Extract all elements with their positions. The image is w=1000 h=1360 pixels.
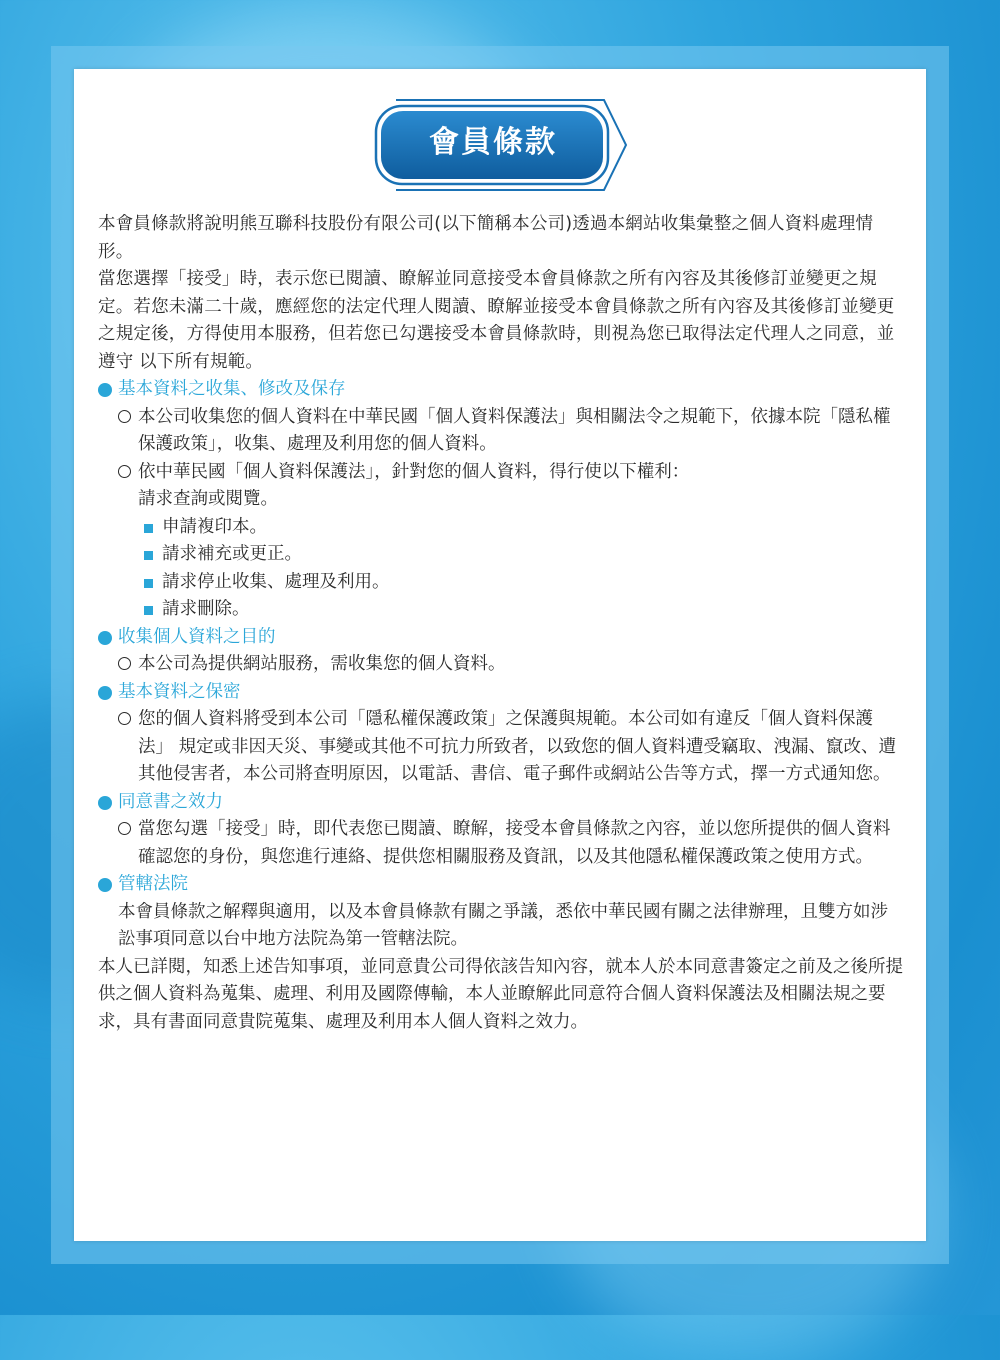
- section-heading-text: 基本資料之收集、修改及保存: [118, 379, 346, 399]
- square-bullet-icon: [144, 579, 153, 588]
- list-item: [98, 459, 904, 487]
- circle-bullet-icon: [118, 822, 131, 835]
- circle-bullet-icon: [118, 410, 131, 423]
- circle-bullet-icon: [118, 712, 131, 725]
- section-heading: [98, 376, 904, 404]
- bullet-dot-icon: [98, 631, 112, 645]
- section-heading-text: 基本資料之保密: [118, 681, 241, 702]
- intro-paragraph: 本會員條款將說明熊互聯科技股份有限公司(以下簡稱本公司)透過本網站收集彙整之個人資料處理情形。: [98, 214, 874, 262]
- rights-item-text: 申請複印本。: [162, 516, 267, 537]
- intro-paragraph: 當您選擇「接受」時，表示您已閱讀、瞭解並同意接受本會員條款之所有內容及其後修訂並變更之規定。若您未滿二十歲，應經您的法定代理人閱讀、瞭解並接受本會員條款之所有內容及其後修訂並變更之規定後，方得使用本服務，但若您已勾選接受本會員條款時，則視為您已取得法定代理人之同意，並遵守 以下所有規範。: [98, 269, 895, 372]
- rights-item: [98, 569, 904, 597]
- closing-paragraph: 本人已詳閱，知悉上述告知事項，並同意貴公司得依該告知內容，就本人於本同意書簽定之前及之後所提供之個人資料為蒐集、處理、利用及國際傳輸，本人並瞭解此同意符合個人資料保護法及相關法規之要求，具有書面同意貴院蒐集、處理及利用本人個人資料之效力。: [98, 956, 903, 1032]
- bullet-dot-icon: [98, 383, 112, 397]
- section-heading-text: 管轄法院: [118, 874, 188, 894]
- bullet-dot-icon: [98, 686, 112, 700]
- section-body: 本會員條款之解釋與適用，以及本會員條款有關之爭議，悉依中華民國有關之法律辦理，且雙方如涉訟事項同意以台中地方法院為第一管轄法院。: [118, 901, 888, 949]
- page-title: 會員條款: [429, 125, 557, 160]
- terms-content: [98, 211, 904, 1036]
- rights-item: [98, 541, 904, 569]
- circle-bullet-icon: [118, 465, 131, 478]
- section-heading-text: 同意書之效力: [118, 791, 223, 812]
- list-item: [98, 404, 904, 459]
- rights-item-text: 請求停止收集、處理及利用。: [162, 571, 390, 592]
- section-heading: [98, 871, 904, 899]
- section-heading: [98, 789, 904, 817]
- rights-lead: 請求查詢或閱覽。: [138, 489, 278, 509]
- square-bullet-icon: [144, 606, 153, 615]
- list-item-text: 本公司收集您的個人資料在中華民國「個人資料保護法」與相關法令之規範下，依據本院「隱私權保護政策」，收集、處理及利用您的個人資料。: [138, 406, 891, 454]
- bullet-dot-icon: [98, 878, 112, 892]
- rights-item-text: 請求刪除。: [162, 599, 250, 619]
- list-item: [98, 706, 904, 789]
- rights-item: [98, 514, 904, 542]
- list-item-text: 您的個人資料將受到本公司「隱私權保護政策」之保護與規範。本公司如有違反「個人資料保護法」 規定或非因天災、事變或其他不可抗力所致者，以致您的個人資料遭受竊取、洩漏、竄改、遭其他侵害者，本公司將查明原因，以電話、書信、電子郵件或網站公告等方式，擇一方式通知您。: [138, 709, 897, 784]
- title-badge: [374, 97, 629, 193]
- section-heading-text: 收集個人資料之目的: [118, 626, 276, 647]
- square-bullet-icon: [144, 524, 153, 533]
- rights-item-text: 請求補充或更正。: [162, 544, 302, 564]
- list-item-text: 依中華民國「個人資料保護法」，針對您的個人資料，得行使以下權利：: [138, 461, 690, 482]
- list-item-text: 當您勾選「接受」時，即代表您已閱讀、瞭解，接受本會員條款之內容，並以您所提供的個人資料確認您的身份，與您進行連絡、提供您相關服務及資訊，以及其他隱私權保護政策之使用方式。: [138, 819, 891, 867]
- square-bullet-icon: [144, 551, 153, 560]
- bullet-dot-icon: [98, 796, 112, 810]
- section-heading: [98, 624, 904, 652]
- terms-document: [74, 69, 926, 1241]
- section-heading: [98, 679, 904, 707]
- list-item: [98, 651, 904, 679]
- list-item: [98, 816, 904, 871]
- circle-bullet-icon: [118, 657, 131, 670]
- rights-item: [98, 596, 904, 624]
- list-item-text: 本公司為提供網站服務，需收集您的個人資料。: [138, 654, 506, 674]
